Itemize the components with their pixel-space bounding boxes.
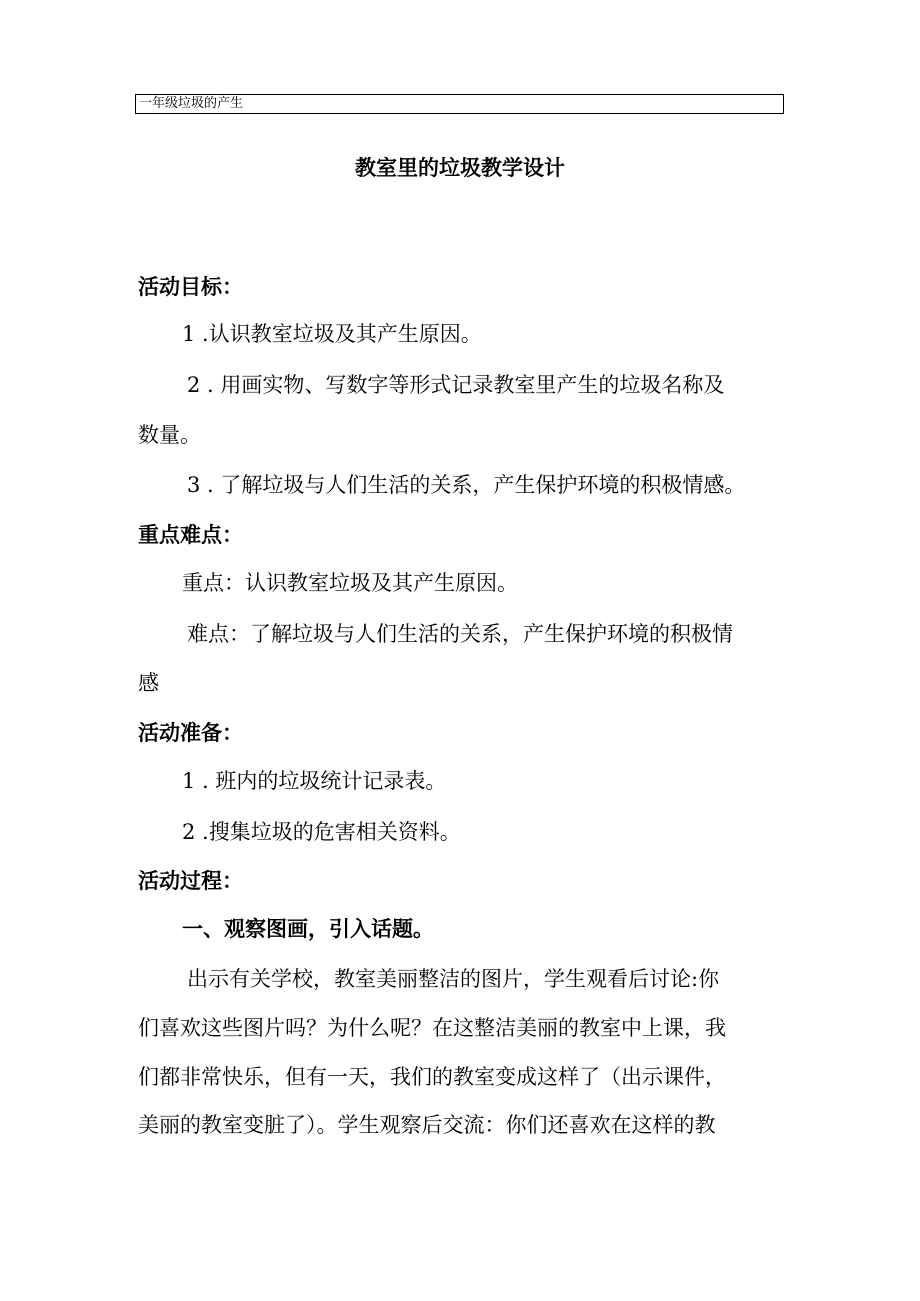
goal-3: 3 . 了解垃圾与人们生活的关系，产生保护环境的积极情感。 <box>187 473 746 497</box>
key-points-heading: 重点难点： <box>138 523 243 547</box>
document-header-box <box>135 94 784 114</box>
document-title: 教室里的垃圾教学设计 <box>355 156 565 180</box>
preparation-heading: 活动准备： <box>138 721 243 745</box>
paragraph-1-line-1: 出示有关学校，教室美丽整洁的图片，学生观看后讨论:你 <box>187 967 720 991</box>
step-1-heading: 一、观察图画，引入话题。 <box>182 917 434 941</box>
goals-heading: 活动目标： <box>138 275 243 299</box>
process-heading: 活动过程： <box>138 869 243 893</box>
paragraph-1-line-2: 们喜欢这些图片吗？为什么呢？在这整洁美丽的教室中上课，我 <box>138 1016 726 1040</box>
goal-2-line-1: 2 . 用画实物、写数字等形式记录教室里产生的垃圾名称及 <box>187 373 725 397</box>
paragraph-1-line-3: 们都非常快乐，但有一天，我们的教室变成这样了（出示课件， <box>138 1065 726 1089</box>
goal-2-line-2: 数量。 <box>138 423 201 447</box>
key-point: 重点：认识教室垃圾及其产生原因。 <box>182 571 518 595</box>
difficulty-line-1: 难点：了解垃圾与人们生活的关系，产生保护环境的积极情 <box>187 622 733 646</box>
difficulty-line-2: 感 <box>138 671 159 695</box>
paragraph-1-line-4: 美丽的教室变脏了）。学生观察后交流：你们还喜欢在这样的教 <box>138 1113 716 1137</box>
preparation-2: 2 .搜集垃圾的危害相关资料。 <box>182 820 461 844</box>
preparation-1: 1 . 班内的垃圾统计记录表。 <box>182 769 447 793</box>
goal-1: 1 .认识教室垃圾及其产生原因。 <box>182 322 482 346</box>
header-label: 一年级垃圾的产生 <box>139 96 244 111</box>
